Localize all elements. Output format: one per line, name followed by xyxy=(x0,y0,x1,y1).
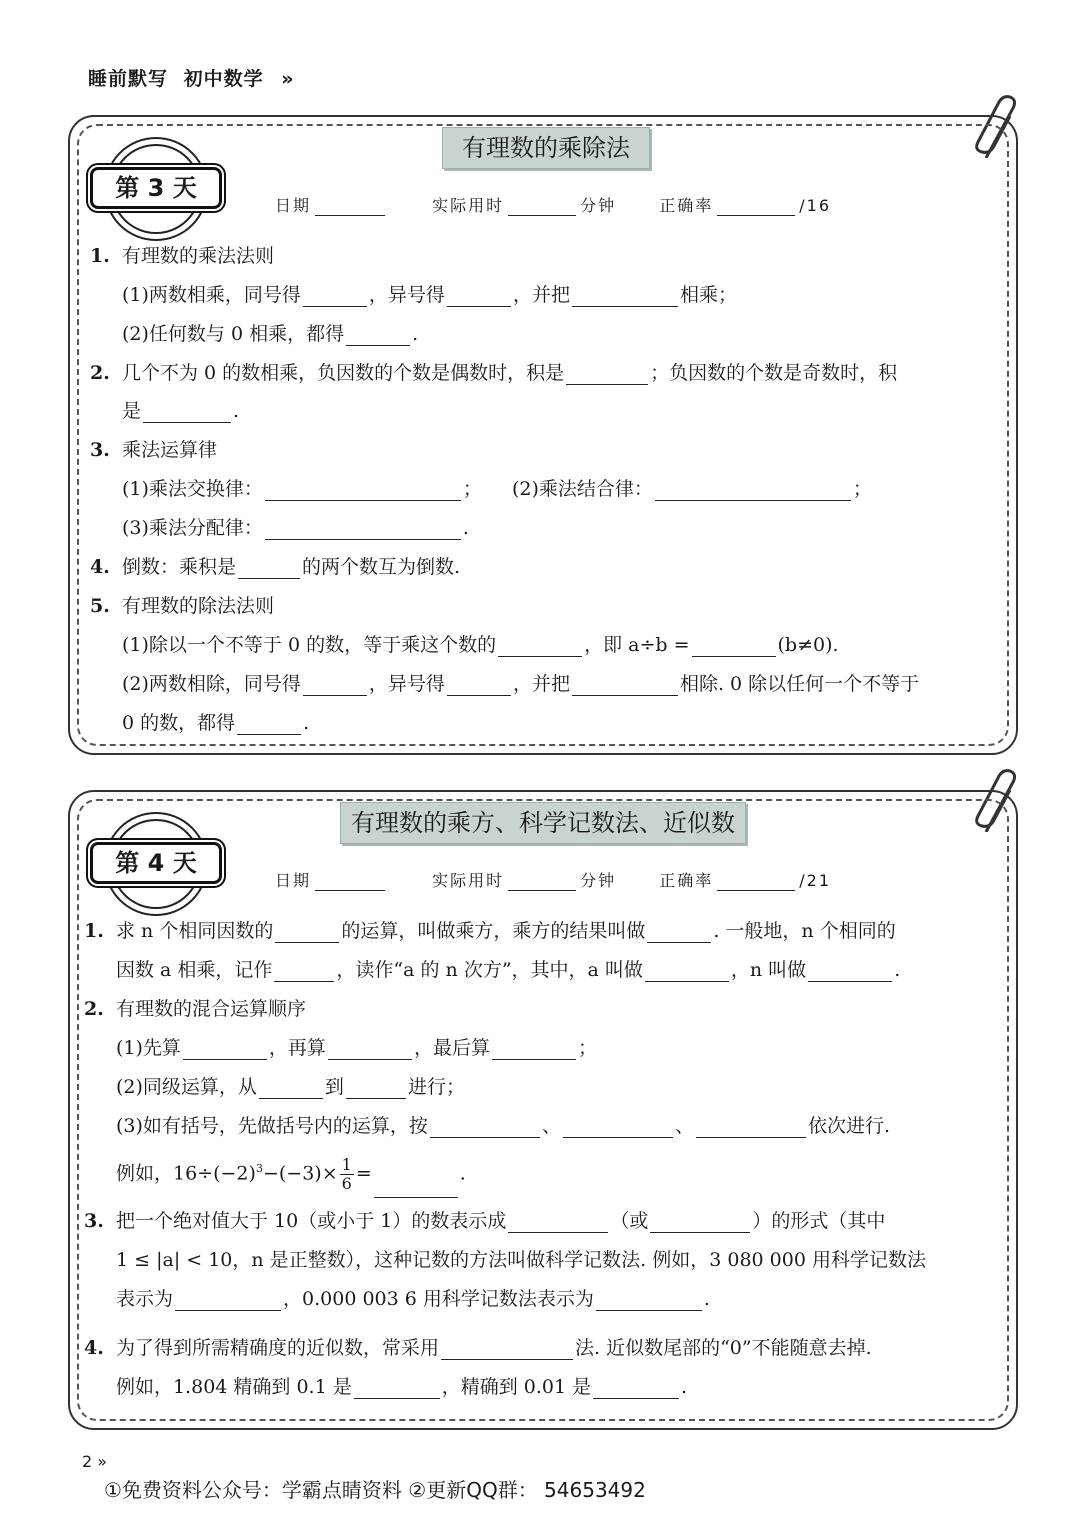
item-number: 1. xyxy=(84,920,104,942)
answer-blank[interactable] xyxy=(265,519,461,540)
page-header xyxy=(88,64,295,91)
text: 依次进行. xyxy=(807,1115,890,1137)
answer-blank[interactable] xyxy=(596,1290,702,1311)
text: 把一个绝对值大于 10（或小于 1）的数表示成 xyxy=(116,1210,507,1232)
text: 0 的数，都得 xyxy=(122,712,236,734)
text: ，再算 xyxy=(268,1037,326,1059)
denominator: 6 xyxy=(341,1173,352,1193)
answer-blank[interactable] xyxy=(183,1039,267,1060)
footer-ad: ①免费资料公众号：学霸点睛资料 ②更新QQ群： 54653492 xyxy=(104,1478,646,1502)
fraction xyxy=(340,1156,354,1193)
text: ； xyxy=(577,1037,597,1059)
answer-blank[interactable] xyxy=(346,325,410,346)
text: (1)乘法交换律： xyxy=(122,478,263,500)
header-arrow: » xyxy=(281,68,295,90)
text: （或 xyxy=(610,1210,649,1232)
text: ）的形式（其中 xyxy=(752,1210,886,1232)
day4-badge xyxy=(104,812,208,916)
answer-blank[interactable] xyxy=(645,961,729,982)
answer-blank[interactable] xyxy=(303,286,367,307)
date-label: 日期 xyxy=(275,871,312,890)
item-number: 2. xyxy=(90,362,110,384)
answer-blank[interactable] xyxy=(593,1378,679,1399)
minutes-label: 分钟 xyxy=(580,871,617,890)
text: ，最后算 xyxy=(413,1037,490,1059)
text: ； xyxy=(462,478,482,500)
item-number: 4. xyxy=(90,556,110,578)
accuracy-blank[interactable] xyxy=(717,872,795,891)
answer-blank[interactable] xyxy=(441,1339,573,1360)
text: ，读作“a 的 n 次方”，其中，a 叫做 xyxy=(336,959,643,981)
answer-blank[interactable] xyxy=(492,1039,576,1060)
example-formula xyxy=(116,1144,466,1194)
text: (3)如有括号，先做括号内的运算，按 xyxy=(116,1115,428,1137)
answer-blank[interactable] xyxy=(259,1078,323,1099)
text: ，即 a÷b = xyxy=(584,634,690,656)
text: (3)乘法分配律： xyxy=(122,517,263,539)
text: 表示为 xyxy=(116,1288,174,1310)
answer-blank[interactable] xyxy=(808,961,892,982)
text: (2)乘法结合律： xyxy=(511,478,653,500)
item-number: 3. xyxy=(90,439,110,461)
item-number: 5. xyxy=(90,595,110,617)
text: ，异号得 xyxy=(368,673,445,695)
text: −(−3)× xyxy=(262,1162,338,1185)
answer-blank[interactable] xyxy=(265,480,461,501)
accuracy-total: /16 xyxy=(799,196,831,215)
numerator: 1 xyxy=(341,1154,352,1174)
text: (1)两数相乘，同号得 xyxy=(122,284,301,306)
text: ，并把 xyxy=(512,673,570,695)
text: . xyxy=(894,959,901,981)
time-label: 实际用时 xyxy=(432,196,505,215)
text: . xyxy=(462,517,469,539)
day3-title: 有理数的乘除法 xyxy=(442,127,650,169)
text: ，并把 xyxy=(512,284,570,306)
item-number: 3. xyxy=(84,1210,104,1232)
text: 的运算，叫做乘方，乘方的结果叫做 xyxy=(341,920,646,942)
text: (1)先算 xyxy=(116,1037,181,1059)
date-blank[interactable] xyxy=(315,872,385,891)
item-number: 4. xyxy=(84,1337,104,1359)
answer-blank[interactable] xyxy=(566,364,648,385)
text: 有理数的除法法则 xyxy=(122,595,275,617)
text: ，精确到 0.01 是 xyxy=(441,1376,592,1398)
answer-blank[interactable] xyxy=(274,961,334,982)
time-blank[interactable] xyxy=(508,872,576,891)
day3-badge xyxy=(104,137,208,241)
day4-card xyxy=(68,790,1018,1430)
accuracy-label: 正确率 xyxy=(659,871,714,890)
text: 有理数的混合运算顺序 xyxy=(116,998,307,1020)
book-title: 睡前默写 xyxy=(88,68,169,90)
date-label: 日期 xyxy=(275,196,312,215)
answer-blank[interactable] xyxy=(374,1177,458,1198)
text: ； xyxy=(852,478,872,500)
answer-blank[interactable] xyxy=(498,636,582,657)
text: 几个不为 0 的数相乘，负因数的个数是偶数时，积是 xyxy=(122,362,565,384)
text: 、 xyxy=(674,1115,694,1137)
page-number: 2 » xyxy=(82,1452,108,1471)
accuracy-blank[interactable] xyxy=(717,197,795,216)
text: ，0.000 003 6 用科学记数法表示为 xyxy=(283,1288,594,1310)
answer-blank[interactable] xyxy=(303,675,367,696)
text: . xyxy=(459,1162,466,1185)
text: 、 xyxy=(541,1115,561,1137)
date-blank[interactable] xyxy=(315,197,385,216)
text: 是 xyxy=(122,400,142,422)
day3-meta xyxy=(275,193,831,216)
text: 相乘； xyxy=(679,284,737,306)
subject-title: 初中数学 xyxy=(183,68,264,90)
text: ，异号得 xyxy=(368,284,445,306)
answer-blank[interactable] xyxy=(238,558,300,579)
answer-blank[interactable] xyxy=(430,1117,540,1138)
text: (b≠0). xyxy=(777,634,839,656)
text: 倒数：乘积是 xyxy=(122,556,237,578)
text: 乘法运算律 xyxy=(122,439,218,461)
answer-blank[interactable] xyxy=(563,1117,673,1138)
answer-blank[interactable] xyxy=(508,1212,608,1233)
answer-blank[interactable] xyxy=(647,922,711,943)
text: 例如，1.804 精确到 0.1 是 xyxy=(116,1376,352,1398)
text: = xyxy=(355,1162,372,1185)
text: (2)任何数与 0 相乘，都得 xyxy=(122,323,345,345)
answer-blank[interactable] xyxy=(175,1290,281,1311)
answer-blank[interactable] xyxy=(692,636,776,657)
answer-blank[interactable] xyxy=(572,675,678,696)
text: 求 n 个相同因数的 xyxy=(116,920,274,942)
exponent: 3 xyxy=(255,1162,263,1175)
text: 相除. 0 除以任何一个不等于 xyxy=(679,673,920,695)
answer-blank[interactable] xyxy=(655,480,851,501)
answer-blank[interactable] xyxy=(572,286,678,307)
text: 到 xyxy=(324,1076,344,1098)
text: 因数 a 相乘，记作 xyxy=(116,959,273,981)
text: 例如，16÷(−2) xyxy=(116,1162,256,1185)
text: . xyxy=(412,323,419,345)
text: . xyxy=(233,400,240,422)
text: 为了得到所需精确度的近似数，常采用 xyxy=(116,1337,440,1359)
text: 1 ≤ |a| < 10，n 是正整数），这种记数的方法叫做科学记数法. 例如，3 080 000 用科学记数法 xyxy=(116,1249,926,1271)
text: . xyxy=(703,1288,710,1310)
item-number: 1. xyxy=(90,245,110,267)
text: 进行； xyxy=(407,1076,465,1098)
answer-blank[interactable] xyxy=(650,1212,750,1233)
text: (2)两数相除，同号得 xyxy=(122,673,301,695)
answer-blank[interactable] xyxy=(328,1039,412,1060)
answer-blank[interactable] xyxy=(354,1378,440,1399)
time-label: 实际用时 xyxy=(432,871,505,890)
day3-card xyxy=(68,115,1018,755)
day4-badge-label: 第 4 天 xyxy=(90,842,222,884)
answer-blank[interactable] xyxy=(447,286,511,307)
text: . 一般地，n 个相同的 xyxy=(713,920,896,942)
item-number: 2. xyxy=(84,998,104,1020)
time-blank[interactable] xyxy=(508,197,576,216)
text: 有理数的乘法法则 xyxy=(122,245,275,267)
text: ；负因数的个数是奇数时，积 xyxy=(650,362,898,384)
day4-title: 有理数的乘方、科学记数法、近似数 xyxy=(340,802,746,844)
day4-meta xyxy=(275,868,831,891)
text: . xyxy=(681,1376,688,1398)
answer-blank[interactable] xyxy=(346,1078,406,1099)
text: ，n 叫做 xyxy=(730,959,807,981)
text: 的两个数互为倒数. xyxy=(302,556,461,578)
text: 法. 近似数尾部的“0”不能随意去掉. xyxy=(575,1337,872,1359)
answer-blank[interactable] xyxy=(275,922,339,943)
accuracy-label: 正确率 xyxy=(659,196,714,215)
answer-blank[interactable] xyxy=(696,1117,806,1138)
text: (2)同级运算，从 xyxy=(116,1076,257,1098)
answer-blank[interactable] xyxy=(143,402,231,423)
text: (1)除以一个不等于 0 的数，等于乘这个数的 xyxy=(122,634,497,656)
answer-blank[interactable] xyxy=(447,675,511,696)
answer-blank[interactable] xyxy=(237,714,301,735)
text: . xyxy=(303,712,310,734)
card-dashed-border xyxy=(77,799,1009,1421)
day3-badge-label: 第 3 天 xyxy=(90,167,222,209)
minutes-label: 分钟 xyxy=(580,196,617,215)
accuracy-total: /21 xyxy=(799,871,831,890)
